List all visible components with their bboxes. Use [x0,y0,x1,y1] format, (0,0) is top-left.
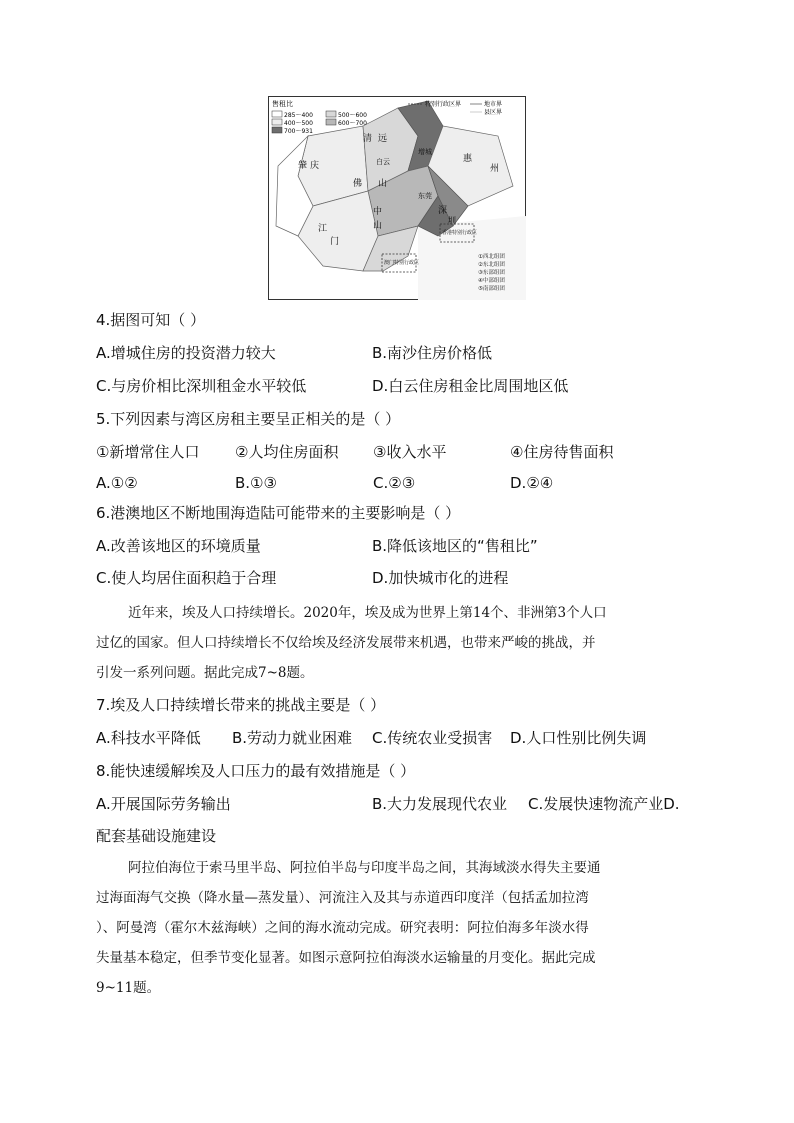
map-label: 山 [378,179,388,189]
passage-2-line: ）、阿曼湾（霍尔木兹海峡）之间的海水流动完成。研究表明：阿拉伯海多年淡水得 [96,920,589,936]
map-label: 澳门特别行政区 [384,260,420,266]
map-label: 远 [378,134,388,144]
boundary-legend-item: 县区界 [484,109,503,116]
question-4-option-c: C.与房价相比深圳租金水平较低 [96,377,307,395]
map-label: 山 [373,221,383,231]
zone-legend-item: ③东部组团 [478,270,505,276]
map-label: 江 [318,224,328,234]
map-label: 清 [363,134,373,144]
question-7-stem: 7.埃及人口持续增长带来的挑战主要是（ ） [96,696,386,714]
question-7-option-a: A.科技水平降低 [96,729,201,747]
question-8-option-a: A.开展国际劳务输出 [96,795,231,813]
passage-2-line: 过海面海气交换（降水量—蒸发量）、河流注入及其与赤道西印度洋（包括孟加拉湾 [96,890,589,906]
map-label: 肇 [298,161,308,171]
question-5-option-c: C.②③ [373,474,416,492]
question-7-option-d: D.人口性别比例失调 [510,729,647,747]
question-4-stem: 4.据图可知（ ） [96,311,206,329]
map-label: 佛 [353,179,363,189]
question-4-option-d: D.白云住房租金比周围地区低 [372,377,569,395]
question-6-option-b: B.降低该地区的“售租比” [372,537,538,555]
question-8-option-c: C.发展快速物流产业D. [528,795,680,813]
question-4-option-a: A.增城住房的投资潜力较大 [96,344,276,362]
map-legend-item: 600～700 [338,120,367,127]
greater-bay-area-map [268,96,526,300]
map-label: 增城 [418,148,432,156]
map-label: 深 [438,206,448,216]
question-6-option-d: D.加快城市化的进程 [372,569,509,587]
question-5-item-2: ②人均住房面积 [235,443,339,461]
question-6-option-a: A.改善该地区的环境质量 [96,537,261,555]
question-5-item-3: ③收入水平 [373,443,447,461]
passage-1-line: 近年来，埃及人口持续增长。2020年，埃及成为世界上第14个、非洲第3个人口 [128,605,607,621]
map-zone-legend [478,252,505,292]
map-label: 州 [490,164,500,174]
map-label: 中 [373,207,383,217]
map-label: 圳 [448,216,456,225]
question-5-stem: 5.下列因素与湾区房租主要呈正相关的是（ ） [96,410,401,428]
zone-legend-item: ④中部组团 [478,278,505,284]
question-5-option-b: B.①③ [235,474,277,492]
map-legend-title: 售租比 [272,100,293,108]
zone-legend-item: ①西北组团 [478,254,505,260]
question-7-option-c: C.传统农业受损害 [372,729,493,747]
map-label: 东莞 [418,192,432,200]
question-7-option-b: B.劳动力就业困难 [232,729,353,747]
map-label: 惠 [463,154,473,164]
passage-2-line: 9~11题。 [96,980,161,996]
map-label: 白云 [376,158,390,166]
passage-1-line: 过亿的国家。但人口持续增长不仅给埃及经济发展带来机遇，也带来严峻的挑战，并 [96,635,596,651]
question-6-option-c: C.使人均居住面积趋于合理 [96,569,277,587]
map-legend-item: 500～600 [338,112,367,119]
map-legend-item: 285～400 [284,112,313,119]
boundary-legend-item: 特别行政区界 [425,101,462,108]
map-label: 门 [330,237,340,247]
question-5-item-1: ①新增常住人口 [96,443,200,461]
question-8-stem: 8.能快速缓解埃及人口压力的最有效措施是（ ） [96,762,416,780]
boundary-legend-item: 地市界 [484,101,503,108]
passage-1-line: 引发一系列问题。据此完成7~8题。 [96,665,314,681]
zone-legend-item: ②东北组团 [478,262,505,268]
zone-legend-item: ⑤南部组团 [478,286,505,292]
map-legend-item: 400～500 [284,120,313,127]
map-label: 香港特别行政区 [442,230,478,236]
question-5-item-4: ④住房待售面积 [510,443,614,461]
question-5-option-a: A.①② [96,474,138,492]
question-4-option-b: B.南沙住房价格低 [372,344,493,362]
question-5-option-d: D.②④ [510,474,554,492]
passage-2-line: 阿拉伯海位于索马里半岛、阿拉伯半岛与印度半岛之间，其海域淡水得失主要通 [128,860,601,876]
map-legend-item: 700～931 [284,128,313,135]
question-6-stem: 6.港澳地区不断地围海造陆可能带来的主要影响是（ ） [96,504,461,522]
question-8-option-d: 配套基础设施建设 [96,827,217,845]
question-8-option-b: B.大力发展现代农业 [372,795,508,813]
map-label: 庆 [310,161,320,171]
passage-2-line: 失量基本稳定，但季节变化显著。如图示意阿拉伯海淡水运输量的月变化。据此完成 [96,950,596,966]
